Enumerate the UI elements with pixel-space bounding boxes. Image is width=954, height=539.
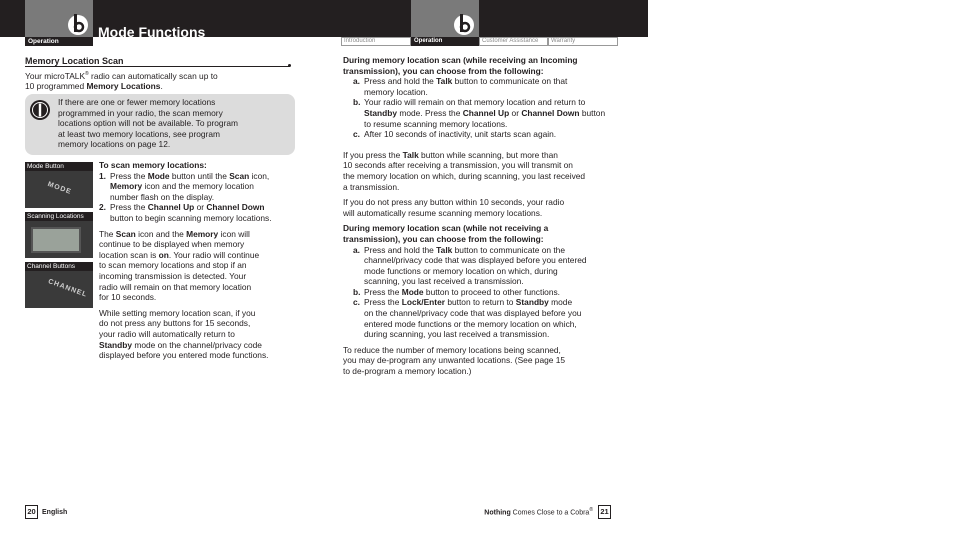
- nav-tab-introduction[interactable]: Introduction: [341, 37, 411, 46]
- display-photo: [25, 221, 93, 258]
- section-dot: [288, 64, 291, 67]
- radio-photo: MODE: [25, 171, 93, 208]
- subheading-receiving: During memory location scan (while receiving an Incoming transmission), you can choose from the following:: [343, 55, 578, 76]
- deprogram-paragraph: To reduce the number of memory locations being scanned, you may de-program any unwanted locations. (See page 15 to de-program a memory location.): [343, 344, 566, 377]
- b-logo-icon: [451, 11, 477, 37]
- b-logo-icon: [65, 11, 91, 37]
- nav-tab-customer-assistance[interactable]: Customer Assistance: [479, 37, 548, 46]
- footer-tagline: Nothing Comes Close to a Cobra®: [484, 507, 593, 517]
- section-rule: [25, 66, 290, 67]
- intro-text: Your microTALK® radio can automatically scan up to 10 programmed Memory Locations.: [25, 70, 218, 92]
- tab-label-operation: Operation: [25, 37, 93, 46]
- talk-paragraph: If you press the Talk button while scanning, but more than 10 seconds after receiving a transmission, you will transmit on the memory location on which, during scanning, you last received a transmission.: [343, 149, 586, 192]
- note-text: If there are one or fewer memory locations programmed in your radio, the scan memory locations option will not be available. To program at least two memory locations, see program memory locations on page 12.: [58, 97, 239, 150]
- caution-icon: [29, 99, 51, 121]
- option-c2: c. Press the Lock/Enter button to return to Standby mode on the channel/privacy code that was displayed before you entered mode functions or the memory location on which, during scanning, you last received a transmission.: [353, 297, 582, 340]
- section-tab-left: [25, 0, 93, 46]
- resume-paragraph: If you do not press any button within 10 seconds, your radio will automatically resume scanning memory locations.: [343, 197, 565, 218]
- nav-tabs: [341, 37, 618, 46]
- option-a2: a. Press and hold the Talk button to communicate on the channel/privacy code that was displayed before you entered mode functions or memory location on which, during scanning, you last received a transmission.: [353, 244, 587, 287]
- right-column: [343, 55, 633, 377]
- option-a1: a. Press and hold the Talk button to communicate on that memory location.: [353, 76, 568, 97]
- nav-tab-warranty[interactable]: Warranty: [548, 37, 618, 46]
- section-heading: Memory Location Scan: [25, 56, 124, 66]
- footer-language: English: [42, 508, 68, 516]
- option-c1: c. After 10 seconds of inactivity, unit starts scan again.: [353, 129, 557, 140]
- page-number: 20: [25, 505, 38, 519]
- nav-tab-operation[interactable]: Operation: [411, 37, 479, 46]
- thumb-scanning-locations: Scanning Locations: [25, 212, 93, 258]
- step-1: 1. Press the Mode button until the Scan icon, Memory icon and the memory location number flash on the display.: [99, 170, 270, 202]
- step-2: 2. Press the Channel Up or Channel Down button to begin scanning memory locations.: [99, 202, 272, 223]
- timeout-paragraph: While setting memory location scan, if you do not press any buttons for 15 seconds, your radio will automatically return to Standby mode on the channel/privacy code displayed before you entered mode functions.: [99, 307, 269, 361]
- thumb-mode-button: Mode Button MODE: [25, 162, 93, 208]
- radio-photo: CHANNEL: [25, 271, 93, 308]
- footer-left: [25, 505, 67, 519]
- page-title: Mode Functions: [98, 24, 206, 40]
- footer-right: [484, 505, 611, 519]
- scan-paragraph: The Scan icon and the Memory icon will continue to be displayed when memory location scan is on. Your radio will continue to scan memory locations and stop if an incoming transmission is detected. Your radio will remain on that memory location for 10 seconds.: [99, 228, 260, 303]
- subheading-not-receiving: During memory location scan (while not receiving a transmission), you can choose from the following:: [343, 223, 549, 244]
- procedure-column: To scan memory locations: 1. Press the Mode button until the Scan icon, Memory icon and the memory location number flash on the display. 2. Press the Channel Up or Channel Down button to begin scanning memory locations. The Scan icon and the Memory icon will continue to be displayed when memory location scan is on. Your radio will continue to scan memory locations and stop if an incoming transmission is detected. Your radio will remain on that memory location for 10 seconds. While setting memory location scan, if you do not press any buttons for 15 seconds, your radio will automatically return to Standby mode on the channel/privacy code displayed before you entered mode functions.: [99, 160, 295, 361]
- thumb-channel-buttons: Channel Buttons CHANNEL: [25, 262, 93, 308]
- option-b2: b. Press the Mode button to proceed to other functions.: [353, 286, 561, 297]
- page-number: 21: [598, 505, 611, 519]
- option-b1: b. Your radio will remain on that memory location and return to Standby mode. Press the Channel Up or Channel Down button to resume scanning memory locations.: [353, 97, 606, 129]
